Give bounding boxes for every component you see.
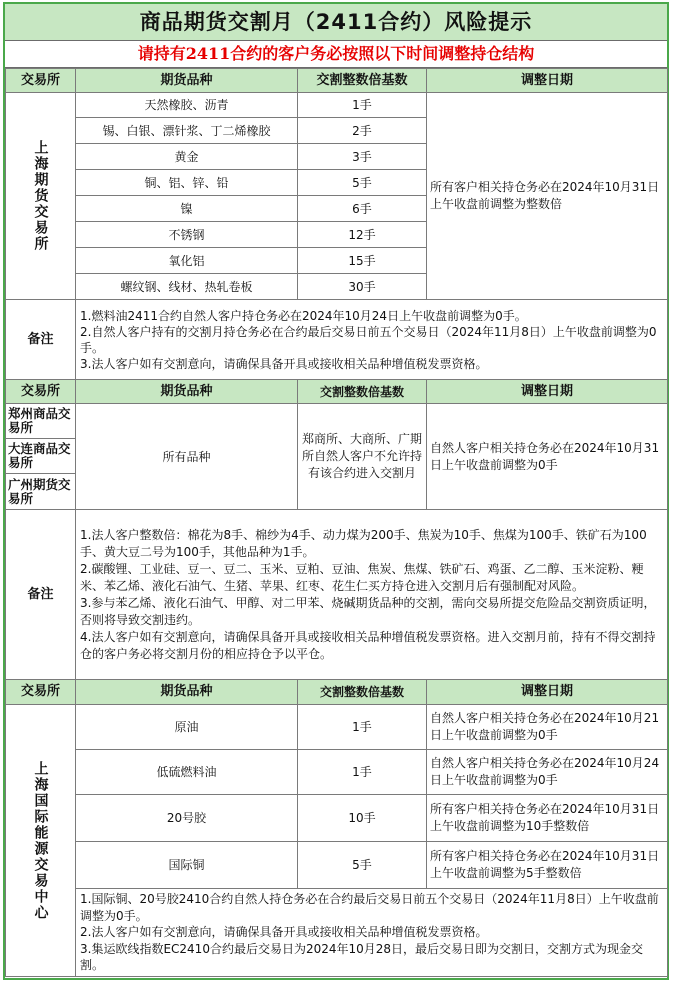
table-header-ine <box>6 680 668 705</box>
czce-notes-label: 备注 <box>6 510 76 680</box>
note-line: 1.燃料油2411合约自然人客户持仓务必在2024年10月24日上午收盘前调整为0手。 <box>80 308 527 323</box>
base-cell: 10手 <box>298 795 427 842</box>
ine-notes <box>76 889 668 977</box>
product-cell: 低硫燃料油 <box>76 750 298 795</box>
shfe-notes-row <box>6 300 668 380</box>
note-line: 3.参与苯乙烯、液化石油气、甲醇、对二甲苯、烧碱期货品种的交割，需向交易所提交危险品交割资质证明，否则将导致交割违约。 <box>80 595 656 627</box>
base-cell: 1手 <box>298 93 427 118</box>
base-cell: 6手 <box>298 196 427 222</box>
exchange-shfe <box>6 93 76 300</box>
base-cell: 30手 <box>298 274 427 300</box>
product-cell: 铜、铝、锌、铅 <box>76 170 298 196</box>
product-cell: 锡、白银、漂针浆、丁二烯橡胶 <box>76 118 298 144</box>
risk-notice-sheet <box>3 2 669 980</box>
base-cell: 2手 <box>298 118 427 144</box>
table-row <box>6 842 668 889</box>
product-cell: 螺纹钢、线材、热轧卷板 <box>76 274 298 300</box>
base-cell: 15手 <box>298 248 427 274</box>
product-cell: 黄金 <box>76 144 298 170</box>
note-line: 4.法人客户如有交割意向，请确保具备开具或接收相关品种增值税发票资格。进入交割月前，持有不得交割持仓的客户务必将交割月份的相应持仓予以平仓。 <box>80 629 656 661</box>
note-line: 1.国际铜、20号胶2410合约自然人持仓务必在合约最后交易日前五个交易日（2024年11月8日）上午收盘前调整为0手。 <box>80 892 659 923</box>
exchange-gfex: 广州期货交易所 <box>8 476 71 506</box>
table-header-czce <box>6 380 668 404</box>
note-line: 3.法人客户如有交割意向，请确保具备开具或接收相关品种增值税发票资格。 <box>80 356 488 371</box>
czce-adjust-date: 自然人客户相关持仓务必在2024年10月31日上午收盘前调整为0手 <box>427 404 668 510</box>
header-product: 期货品种 <box>76 680 298 705</box>
product-cell: 原油 <box>76 705 298 750</box>
exchange-group <box>6 404 76 510</box>
czce-row <box>6 404 668 510</box>
base-cell: 郑商所、大商所、广期所自然人客户不允许持有该合约进入交割月 <box>298 404 427 510</box>
note-line: 2.法人客户如有交割意向，请确保具备开具或接收相关品种增值税发票资格。 <box>80 925 488 940</box>
shfe-notes-label: 备注 <box>6 300 76 380</box>
delivery-table <box>5 68 668 977</box>
header-date: 调整日期 <box>427 680 668 705</box>
base-cell: 5手 <box>298 170 427 196</box>
exchange-czce: 郑州商品交易所 <box>6 404 75 439</box>
shfe-notes <box>76 300 668 380</box>
product-cell: 所有品种 <box>76 404 298 510</box>
adjust-date-cell: 自然人客户相关持仓务必在2024年10月21日上午收盘前调整为0手 <box>427 705 668 750</box>
header-date: 调整日期 <box>427 380 668 404</box>
table-row <box>6 795 668 842</box>
product-cell: 天然橡胶、沥青 <box>76 93 298 118</box>
base-cell: 12手 <box>298 222 427 248</box>
header-product: 期货品种 <box>76 380 298 404</box>
header-exchange: 交易所 <box>6 69 76 93</box>
exchange-shfe-label: 上海期货交易所 <box>32 140 49 252</box>
product-cell: 镍 <box>76 196 298 222</box>
exchange-ine-label: 上海国际能源交易中心 <box>32 760 49 921</box>
table-row <box>6 705 668 750</box>
product-cell: 20号胶 <box>76 795 298 842</box>
exchange-ine <box>6 705 76 977</box>
page-title: 商品期货交割月（2411合约）风险提示 <box>5 4 667 41</box>
adjust-date-cell: 所有客户相关持仓务必在2024年10月31日上午收盘前调整为10手整数倍 <box>427 795 668 842</box>
czce-notes-row <box>6 510 668 680</box>
base-cell: 1手 <box>298 750 427 795</box>
ine-notes-row <box>6 889 668 977</box>
product-cell: 氧化铝 <box>76 248 298 274</box>
header-date: 调整日期 <box>427 69 668 93</box>
product-cell: 国际铜 <box>76 842 298 889</box>
adjust-date-cell: 自然人客户相关持仓务必在2024年10月24日上午收盘前调整为0手 <box>427 750 668 795</box>
note-line: 1.法人客户整数倍：棉花为8手、棉纱为4手、动力煤为200手、焦炭为10手、焦煤为100手、铁矿石为100手、黄大豆二号为100手，其他品种为1手。 <box>80 527 647 559</box>
base-cell: 5手 <box>298 842 427 889</box>
adjust-date-cell: 所有客户相关持仓务必在2024年10月31日上午收盘前调整为5手整数倍 <box>427 842 668 889</box>
page-subtitle: 请持有2411合约的客户务必按照以下时间调整持仓结构 <box>5 41 667 68</box>
table-row <box>6 750 668 795</box>
shfe-adjust-date: 所有客户相关持仓务必在2024年10月31日上午收盘前调整为整数倍 <box>427 93 668 300</box>
note-line: 2.碳酸锂、工业硅、豆一、豆二、玉米、豆粕、豆油、焦炭、焦煤、铁矿石、鸡蛋、乙二醇、玉米淀粉、粳米、苯乙烯、液化石油气、生猪、苹果、红枣、花生仁买方持仓进入交割月后有强制配对风险。 <box>80 561 644 593</box>
base-cell: 3手 <box>298 144 427 170</box>
exchange-dce: 大连商品交易所 <box>6 439 75 474</box>
header-exchange: 交易所 <box>6 680 76 705</box>
product-cell: 不锈钢 <box>76 222 298 248</box>
header-exchange: 交易所 <box>6 380 76 404</box>
header-base: 交割整数倍基数 <box>298 380 427 404</box>
table-row <box>6 93 668 118</box>
header-base: 交割整数倍基数 <box>298 69 427 93</box>
header-product: 期货品种 <box>76 69 298 93</box>
base-cell: 1手 <box>298 705 427 750</box>
header-base: 交割整数倍基数 <box>298 680 427 705</box>
table-header-shfe <box>6 69 668 93</box>
note-line: 3.集运欧线指数EC2410合约最后交易日为2024年10月28日，最后交易日即为交割日，交割方式为现金交割。 <box>80 941 644 973</box>
czce-notes <box>76 510 668 680</box>
note-line: 2.自然人客户持有的交割月持仓务必在合约最后交易日前五个交易日（2024年11月8日）上午收盘前调整为0手。 <box>80 324 657 355</box>
